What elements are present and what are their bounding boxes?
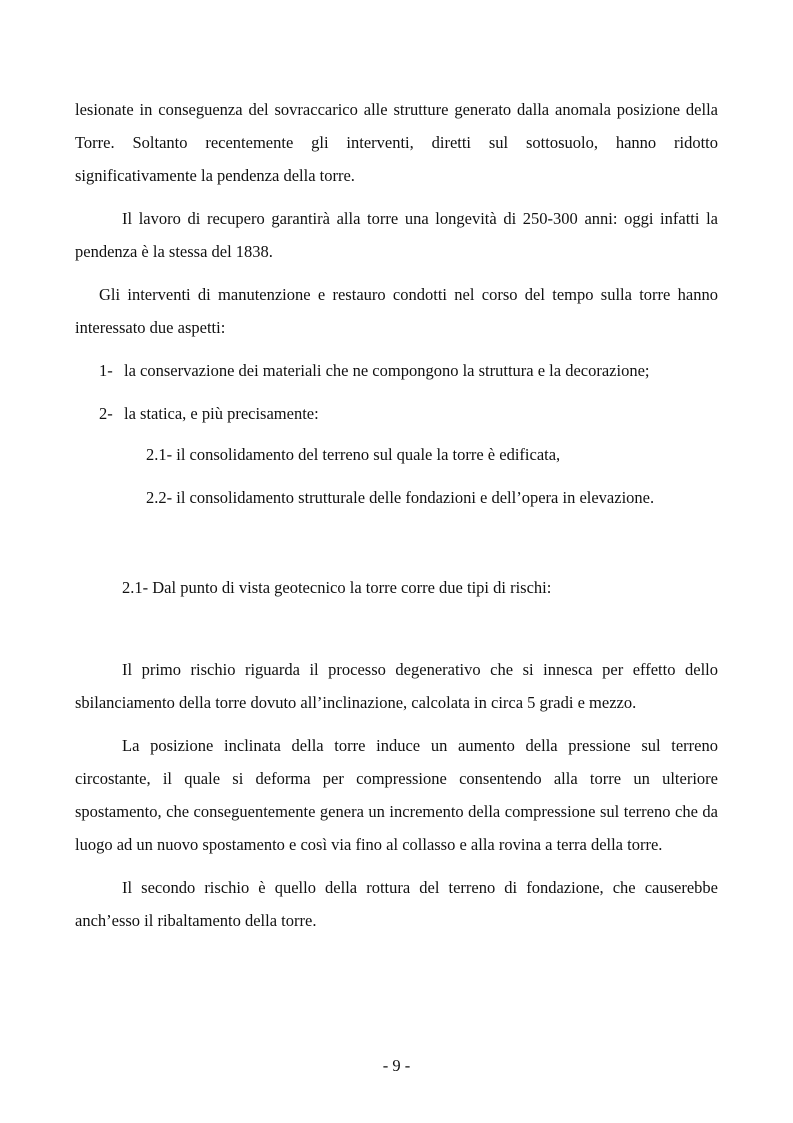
section-heading: 2.1- Dal punto di vista geotecnico la torre corre due tipi di rischi: <box>122 578 552 597</box>
paragraph-second-risk: Il secondo rischio è quello della rottura del terreno di fondazione, che causerebbe anch’esso il ribaltamento della torre. <box>75 878 718 930</box>
paragraph-first-risk: Il primo rischio riguarda il processo degenerativo che si innesca per effetto dello sbilanciamento della torre dovuto all’inclinazione, calcolata in circa 5 gradi e mezzo. <box>75 660 718 712</box>
list-item-text: la conservazione dei materiali che ne compongono la struttura e la decorazione; <box>124 361 650 380</box>
list-item-text: la statica, e più precisamente: <box>124 404 319 423</box>
list-item-statics <box>75 397 718 430</box>
paragraph-inclined-position: La posizione inclinata della torre induce un aumento della pressione sul terreno circostante, il quale si deforma per compressione consentendo alla torre un ulteriore spostamento, che conseguentemente genera un incremento della compressione sul terreno che da luogo ad un nuovo spostamento e così via fino al collasso e alla rovina a terra della torre. <box>75 736 718 854</box>
paragraph-longevity: Il lavoro di recupero garantirà alla torre una longevità di 250-300 anni: oggi infatti la pendenza è la stessa del 1838. <box>75 209 718 261</box>
paragraph-interventions: Gli interventi di manutenzione e restauro condotti nel corso del tempo sulla torre hanno interessato due aspetti: <box>75 285 718 337</box>
sublist-item-structure: 2.2- il consolidamento strutturale delle fondazioni e dell’opera in elevazione. <box>146 488 655 507</box>
page-number: - 9 - <box>382 1056 411 1075</box>
sublist-item-terrain: 2.1- il consolidamento del terreno sul quale la torre è edificata, <box>146 445 561 464</box>
list-number: 2- <box>99 404 113 423</box>
paragraph-continuation: lesionate in conseguenza del sovraccarico alle strutture generato dalla anomala posizione della Torre. Soltanto recentemente gli interventi, diretti sul sottosuolo, hanno ridotto significativamente la pendenza della torre. <box>75 100 718 185</box>
document-page <box>75 93 718 937</box>
list-number: 1- <box>99 361 113 380</box>
list-item-conservation <box>75 354 718 387</box>
